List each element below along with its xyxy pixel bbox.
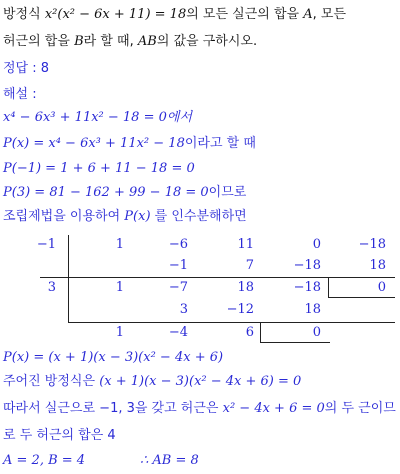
sd-cell: 3 xyxy=(179,302,188,317)
sd-remainder: 0 xyxy=(312,325,321,340)
problem-variable: B xyxy=(74,34,84,49)
solution-step-1: x⁴ − 6x³ + 11x² − 18 = 0에서 xyxy=(3,110,192,125)
solution-step-5 xyxy=(3,208,247,226)
problem-text: 방정식 xyxy=(3,7,41,22)
solution-step-3: P(−1) = 1 + 6 + 11 − 18 = 0 xyxy=(3,161,195,176)
solution-math: (x + 1)(x − 3)(x² − 4x + 6) = 0 xyxy=(99,374,302,389)
divider-vertical xyxy=(68,235,69,323)
sd-cell: 6 xyxy=(245,325,254,340)
solution-text: 를 인수분해하면 xyxy=(154,209,247,224)
sd-cell: 1 xyxy=(115,325,124,340)
sd-cell: 7 xyxy=(245,258,254,273)
synthetic-division-table xyxy=(0,233,400,343)
sd-cell: −18 xyxy=(293,258,321,273)
problem-text: 라 할 때, xyxy=(83,34,134,49)
solution-step-8 xyxy=(3,400,396,418)
sd-cell: −6 xyxy=(168,237,188,252)
problem-text: 허근의 합을 xyxy=(3,34,70,49)
problem-line-2 xyxy=(3,33,257,51)
remainder-box-left xyxy=(260,322,261,342)
sd-cell: 0 xyxy=(312,237,321,252)
sd-cell: −1 xyxy=(168,258,188,273)
sd-cell: 1 xyxy=(115,237,124,252)
solution-step-4 xyxy=(3,184,246,202)
sd-cell: 1 xyxy=(115,280,124,295)
solution-step-10-right: ∴ AB = 8 xyxy=(140,453,199,468)
solution-step-2 xyxy=(3,135,256,153)
solution-text: 주어진 방정식은 xyxy=(3,374,96,389)
remainder-box-bottom xyxy=(260,342,330,343)
sd-remainder: 0 xyxy=(377,280,386,295)
sd-cell: −4 xyxy=(168,325,188,340)
problem-text: 의 값을 구하시오. xyxy=(156,34,258,49)
remainder-box-bottom xyxy=(328,297,395,298)
solution-math: P(3) = 81 − 162 + 99 − 18 = 0 xyxy=(3,185,209,200)
problem-variable: AB xyxy=(137,34,157,49)
solution-label: 해설 : xyxy=(3,87,37,102)
solution-text: 이므로 xyxy=(208,185,247,200)
solution-math: P(x) = x⁴ − 6x³ + 11x² − 18 xyxy=(3,136,185,151)
remainder-box-left xyxy=(328,277,329,297)
solution-text: 조립제법을 이용하여 xyxy=(3,209,121,224)
problem-text: 의 모든 실근의 합을 xyxy=(186,7,300,22)
divider-horizontal xyxy=(40,277,395,278)
answer-label: 정답 : 8 xyxy=(3,61,50,76)
divider-result xyxy=(68,322,395,323)
sd-cell: 18 xyxy=(304,302,321,317)
sd-divisor: 3 xyxy=(47,280,56,295)
solution-step-7 xyxy=(3,373,301,391)
sd-cell: −7 xyxy=(168,280,188,295)
solution-text: 이라고 할 때 xyxy=(184,136,256,151)
problem-variable: A xyxy=(303,7,313,22)
problem-text: , 모든 xyxy=(312,7,347,22)
sd-cell: −18 xyxy=(293,280,321,295)
solution-math: x² − 4x + 6 = 0 xyxy=(222,401,325,416)
solution-step-6: P(x) = (x + 1)(x − 3)(x² − 4x + 6) xyxy=(3,350,224,365)
solution-math: P(x) xyxy=(124,209,151,224)
sd-cell: −18 xyxy=(358,237,386,252)
solution-step-10-left: A = 2, B = 4 xyxy=(3,453,86,468)
solution-step-9: 로 두 허근의 합은 4 xyxy=(3,428,116,443)
sd-cell: 18 xyxy=(369,258,386,273)
solution-text: 따라서 실근으로 −1, 3을 갖고 허근은 xyxy=(3,401,219,416)
sd-divisor: −1 xyxy=(36,237,56,252)
sd-cell: 18 xyxy=(237,280,254,295)
sd-cell: −12 xyxy=(226,302,254,317)
problem-line-1 xyxy=(3,6,346,24)
sd-cell: 11 xyxy=(237,237,254,252)
problem-equation: x²(x² − 6x + 11) = 18 xyxy=(44,7,187,22)
solution-text: 의 두 근이므 xyxy=(324,401,396,416)
